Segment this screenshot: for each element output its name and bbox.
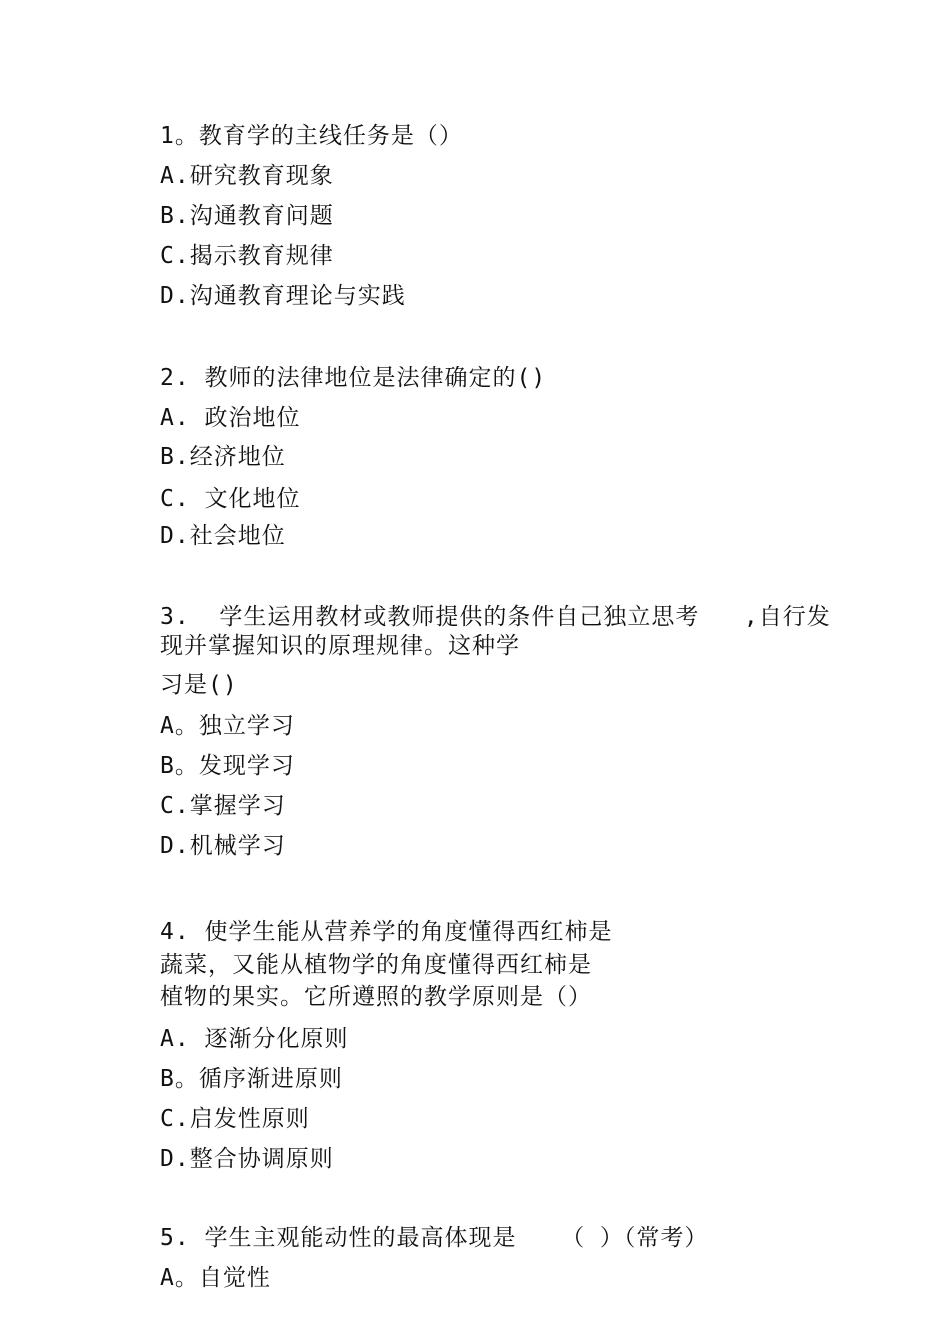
question-3-option-d: D.机械学习 [160, 833, 286, 859]
question-2-option-d: D.社会地位 [160, 523, 286, 549]
question-1-option-c: C.揭示教育规律 [160, 243, 334, 269]
question-4-option-c: C.启发性原则 [160, 1106, 310, 1132]
question-3-stem-line-2: 现并掌握知识的原理规律。这种学 [160, 633, 520, 659]
question-2-option-b: B.经济地位 [160, 444, 286, 470]
question-3-stem-line-1: 3. 学生运用教材或教师提供的条件自己独立思考 ,自行发 [160, 604, 831, 630]
question-3-option-c: C.掌握学习 [160, 793, 286, 819]
question-4-stem-line-2: 蔬菜，又能从植物学的角度懂得西红柿是 [160, 952, 592, 978]
question-2-option-a: A. 政治地位 [160, 405, 301, 431]
question-4-stem-line-3: 植物的果实。它所遵照的教学原则是（） [160, 984, 592, 1010]
question-3-option-a: A。独立学习 [160, 713, 295, 739]
question-5-stem: 5. 学生主观能动性的最高体现是 （ ）（常考） [160, 1225, 709, 1251]
question-1-option-b: B.沟通教育问题 [160, 203, 334, 229]
question-4-stem-line-1: 4. 使学生能从营养学的角度懂得西红柿是 [160, 919, 613, 945]
question-1-option-d: D.沟通教育理论与实践 [160, 283, 406, 309]
question-2-option-c: C. 文化地位 [160, 486, 301, 512]
question-1-stem: 1。教育学的主线任务是（） [160, 123, 463, 149]
question-4-option-d: D.整合协调原则 [160, 1146, 334, 1172]
question-3-option-b: B。发现学习 [160, 753, 295, 779]
question-5-option-a: A。自觉性 [160, 1265, 271, 1291]
question-3-stem-line-3: 习是() [160, 672, 238, 698]
question-1-option-a: A.研究教育现象 [160, 163, 334, 189]
question-2-stem: 2. 教师的法律地位是法律确定的() [160, 365, 547, 391]
question-4-option-b: B。循序渐进原则 [160, 1066, 343, 1092]
question-4-option-a: A. 逐渐分化原则 [160, 1026, 349, 1052]
